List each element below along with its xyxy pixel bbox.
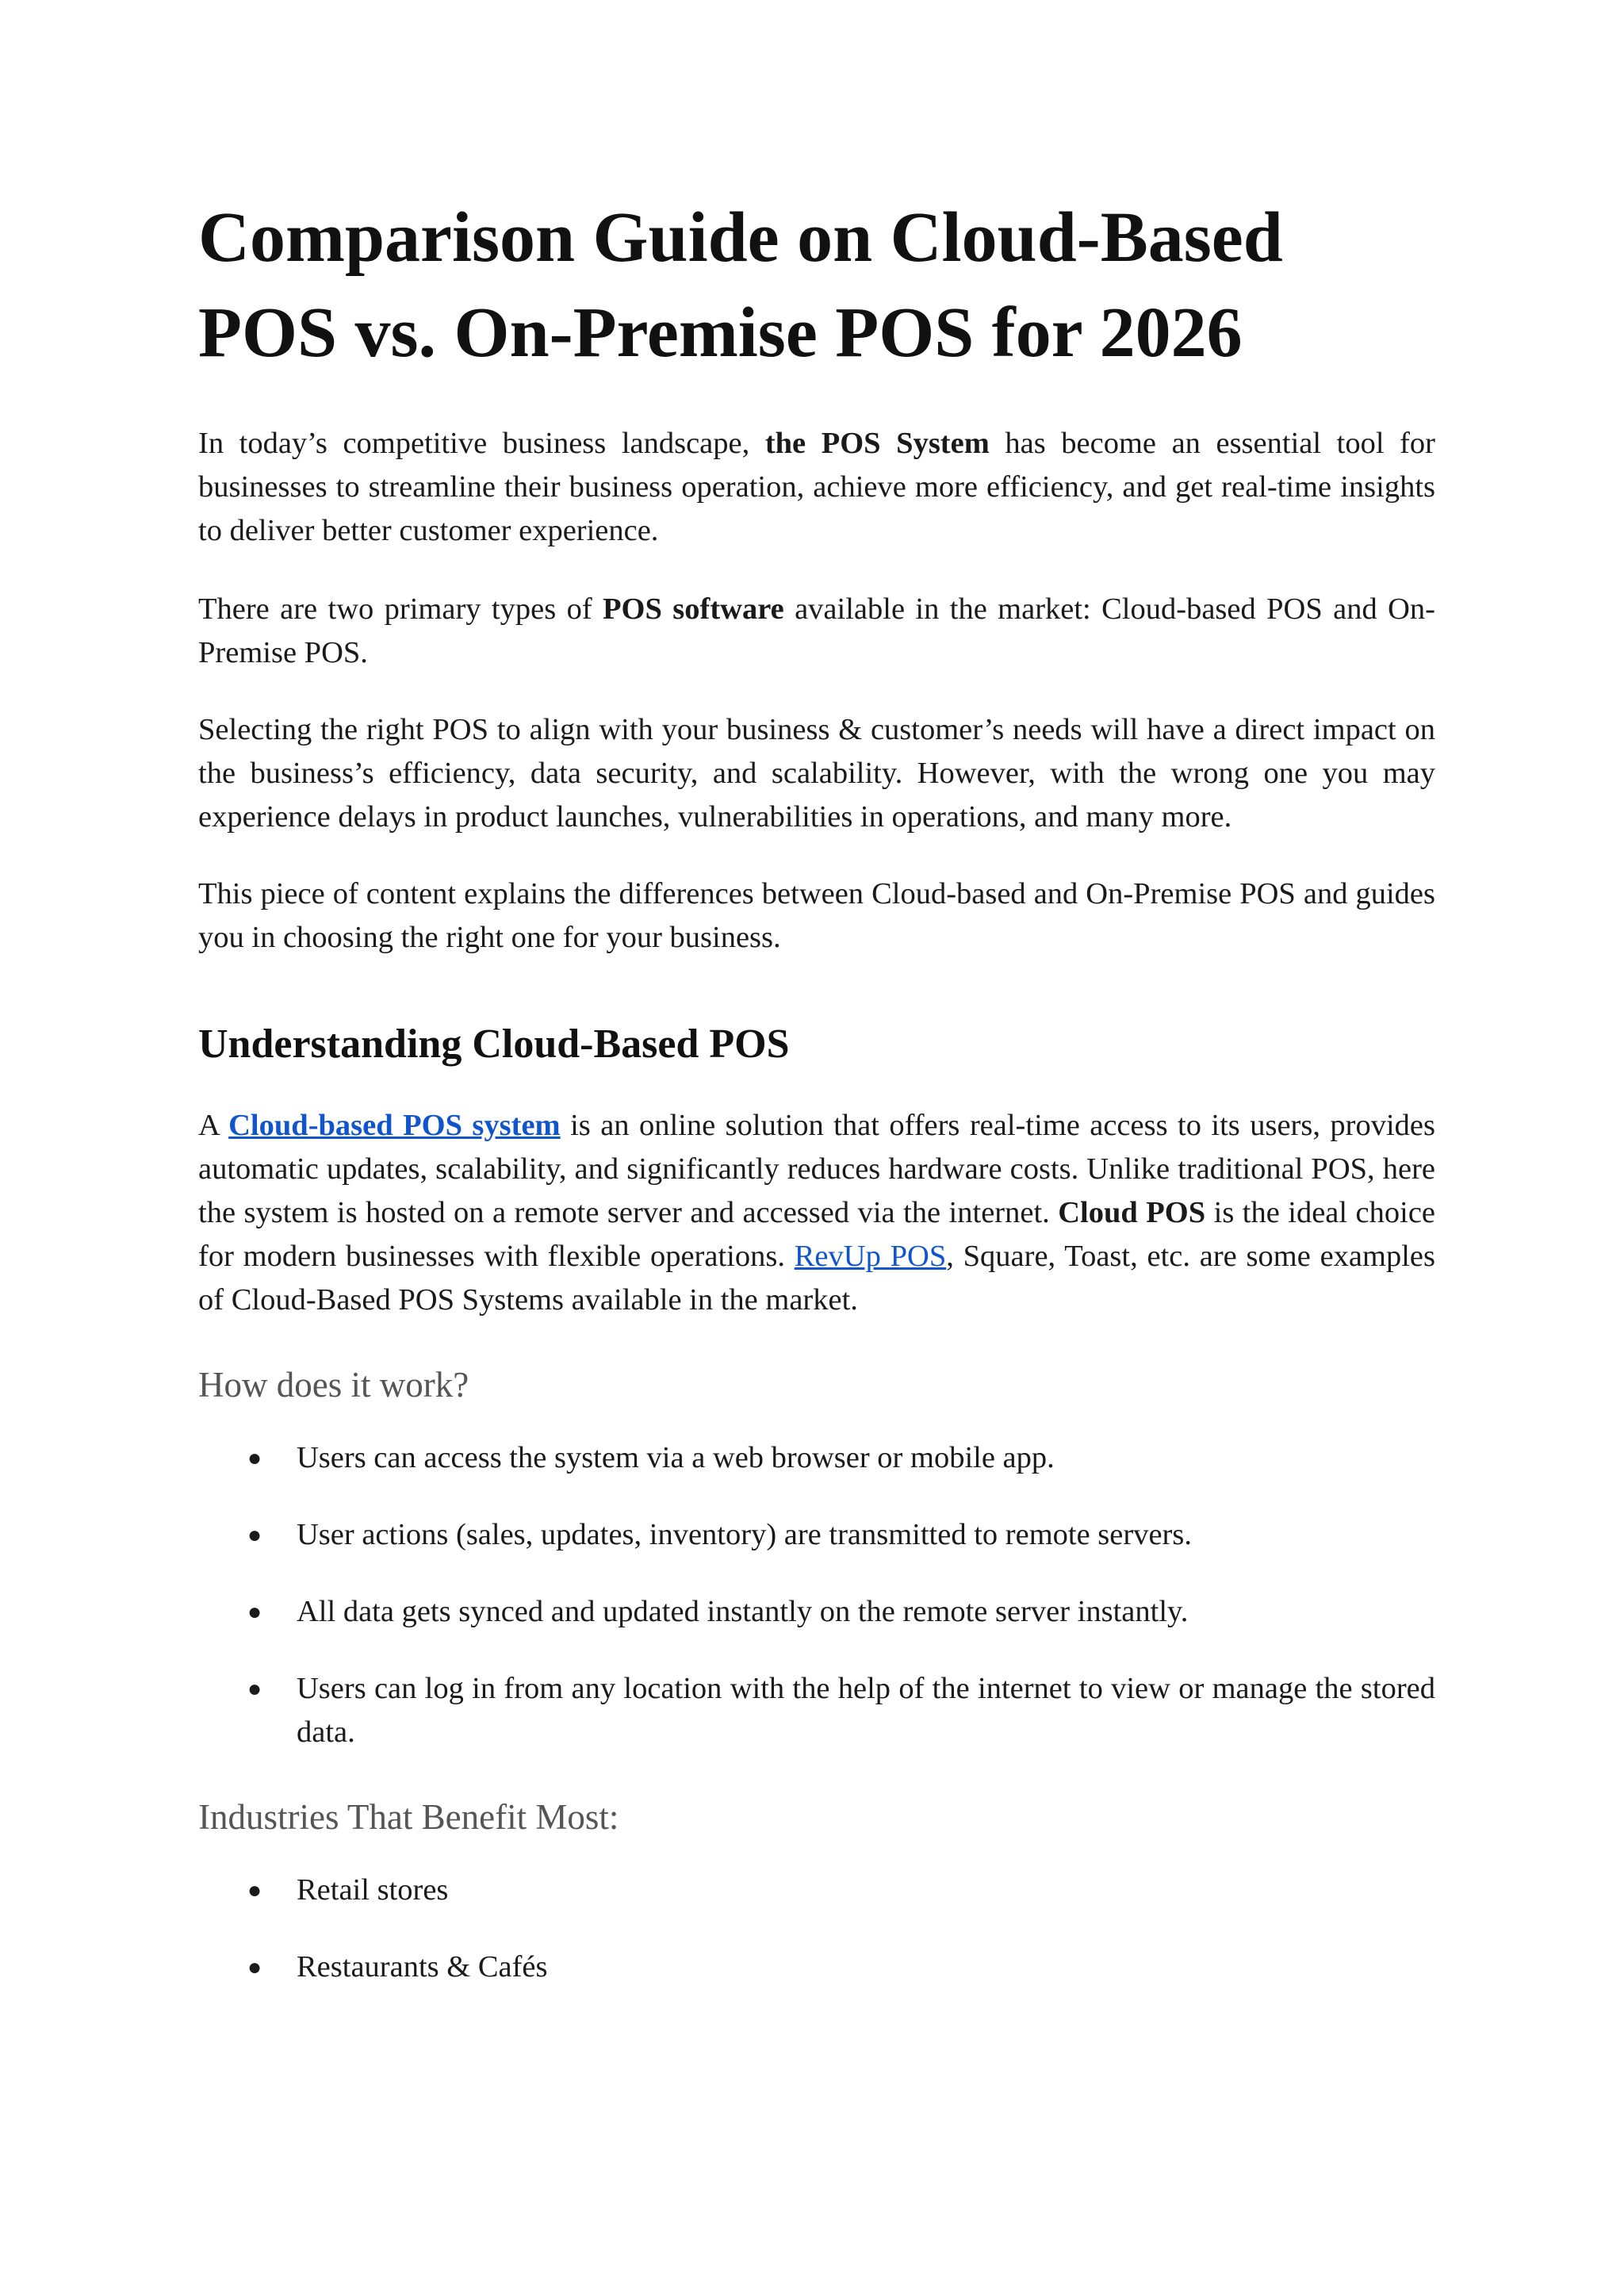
bold-pos-software: POS software [603, 592, 784, 626]
bullet-icon: ● [247, 1877, 262, 1903]
document-page [198, 190, 1435, 2022]
intro-paragraph-2: There are two primary types of POS software available in the market: Cloud-based POS and On-Premise POS. [198, 592, 1435, 669]
industries-list [198, 1869, 1435, 1989]
list-item: ● Users can access the system via a web browser or mobile app. [198, 1436, 1435, 1480]
list-item: ● Restaurants & Cafés [198, 1945, 1435, 1989]
page-title: Comparison Guide on Cloud-Based POS vs. On-Premise POS for 2026 [198, 198, 1283, 372]
list-item: ● Users can log in from any location with the help of the internet to view or manage the stored data. [198, 1667, 1435, 1754]
cloud-pos-system-link[interactable]: Cloud-based POS system [228, 1109, 561, 1142]
bullet-icon: ● [247, 1676, 262, 1702]
subheading-how-it-works: How does it work? [198, 1365, 469, 1405]
cloud-description-paragraph: A Cloud-based POS system is an online solution that offers real-time access to its users, provides automatic updates, scalability, and significantly reduces hardware costs. Unlike traditional POS, here the system is hosted on a remote server and accessed via the internet. Cloud POS is the ideal choice for modern businesses with flexible operations. RevUp POS, Square, Toast, etc. are some examples of Cloud-Based POS Systems available in the market. [198, 1109, 1436, 1317]
list-item: ● Retail stores [198, 1869, 1435, 1912]
revup-pos-link[interactable]: RevUp POS [794, 1240, 947, 1273]
bullet-icon: ● [247, 1522, 262, 1548]
how-it-works-list [198, 1436, 1435, 1754]
bullet-icon: ● [247, 1954, 262, 1980]
subheading-industries: Industries That Benefit Most: [198, 1797, 619, 1837]
intro-paragraph-3: Selecting the right POS to align with your business & customer’s needs will have a direct impact on the business’s efficiency, data security, and scalability. However, with the wrong one you may experience delays in product launches, vulnerabilities in operations, and many more. [198, 713, 1435, 834]
intro-paragraph-4: This piece of content explains the differences between Cloud-based and On-Premise POS and guides you in choosing the right one for your business. [198, 877, 1435, 954]
section-heading-cloud: Understanding Cloud-Based POS [198, 1022, 790, 1067]
bullet-icon: ● [247, 1599, 262, 1625]
bold-cloud-pos: Cloud POS [1058, 1196, 1206, 1229]
list-item: ● User actions (sales, updates, inventory) are transmitted to remote servers. [198, 1513, 1435, 1557]
bold-pos-system: the POS System [764, 427, 990, 460]
intro-paragraph-1: In today’s competitive business landscape, the POS System has become an essential tool for businesses to streamline their business operation, achieve more efficiency, and get real-time insights to deliver better customer experience. [198, 427, 1435, 547]
list-item: ● All data gets synced and updated instantly on the remote server instantly. [198, 1590, 1435, 1634]
bullet-icon: ● [247, 1445, 262, 1471]
